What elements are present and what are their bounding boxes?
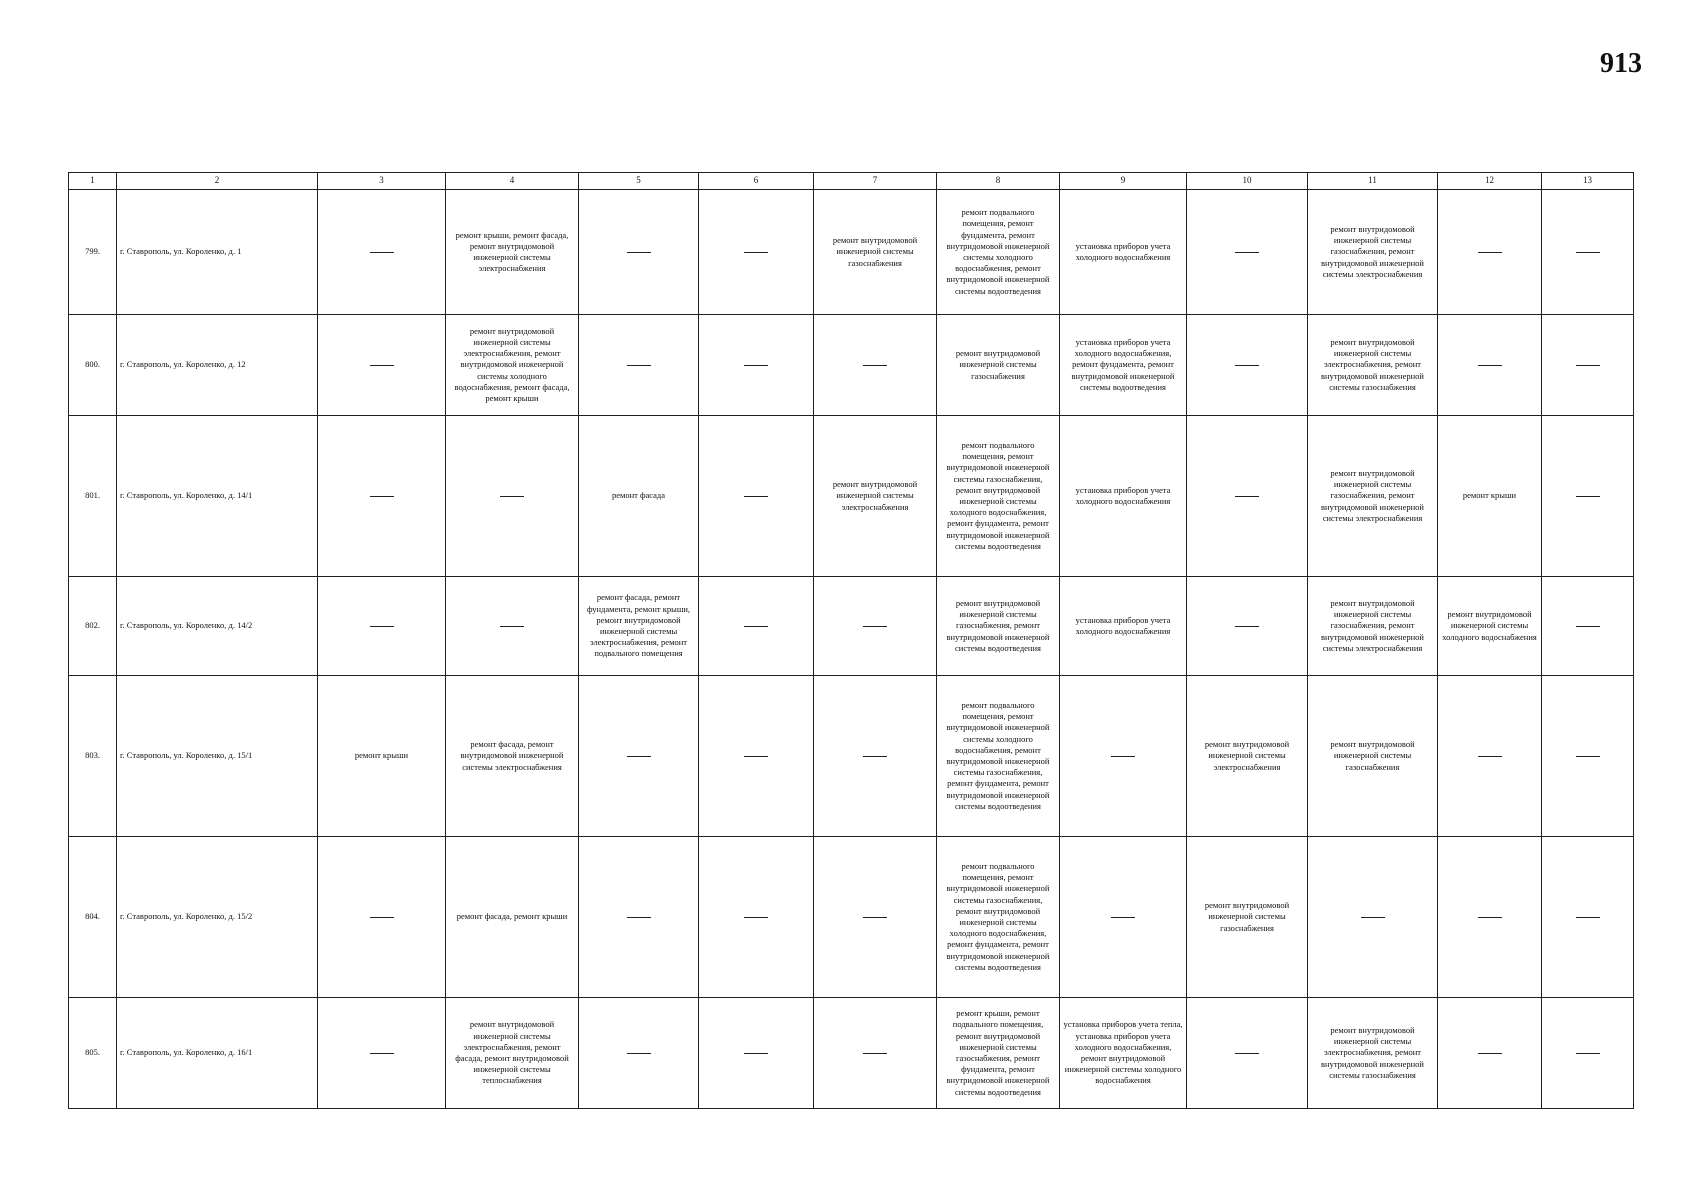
cell-col6 xyxy=(699,577,814,676)
row-number: 804. xyxy=(69,837,117,998)
cell-col9: установка приборов учета холодного водоснабжения xyxy=(1060,416,1187,577)
empty-dash xyxy=(500,496,524,497)
table-row xyxy=(69,676,1634,837)
row-number: 803. xyxy=(69,676,117,837)
cell-col11: ремонт внутридомовой инженерной системы электроснабжения, ремонт внутридомовой инженерной системы газоснабжения xyxy=(1308,998,1438,1109)
cell-col7 xyxy=(814,315,937,416)
empty-dash xyxy=(1111,756,1135,757)
empty-dash xyxy=(627,1053,651,1054)
empty-dash xyxy=(863,626,887,627)
cell-col4 xyxy=(446,577,579,676)
cell-col9 xyxy=(1060,837,1187,998)
cell-col8: ремонт внутридомовой инженерной системы газоснабжения xyxy=(937,315,1060,416)
empty-dash xyxy=(1235,365,1259,366)
address-cell: г. Ставрополь, ул. Короленко, д. 15/1 xyxy=(117,676,318,837)
empty-dash xyxy=(863,917,887,918)
empty-dash xyxy=(370,365,394,366)
cell-col11: ремонт внутридомовой инженерной системы газоснабжения, ремонт внутридомовой инженерной системы электроснабжения xyxy=(1308,190,1438,315)
cell-col6 xyxy=(699,998,814,1109)
empty-dash xyxy=(1235,626,1259,627)
column-header: 13 xyxy=(1542,173,1634,190)
table-row xyxy=(69,837,1634,998)
empty-dash xyxy=(627,756,651,757)
cell-col13 xyxy=(1542,577,1634,676)
cell-col11 xyxy=(1308,837,1438,998)
cell-col10: ремонт внутридомовой инженерной системы электроснабжения xyxy=(1187,676,1308,837)
cell-col7: ремонт внутридомовой инженерной системы газоснабжения xyxy=(814,190,937,315)
cell-col8: ремонт подвального помещения, ремонт внутридомовой инженерной системы холодного водоснабжения, ремонт внутридомовой инженерной системы газоснабжения, ремонт фундамента, ремонт внутридомовой инженерной системы водоотведения xyxy=(937,676,1060,837)
cell-col6 xyxy=(699,676,814,837)
row-number: 800. xyxy=(69,315,117,416)
row-number: 801. xyxy=(69,416,117,577)
empty-dash xyxy=(1576,756,1600,757)
empty-dash xyxy=(1478,1053,1502,1054)
address-cell: г. Ставрополь, ул. Короленко, д. 1 xyxy=(117,190,318,315)
cell-col8: ремонт крыши, ремонт подвального помещения, ремонт внутридомовой инженерной системы газоснабжения, ремонт фундамента, ремонт внутридомовой инженерной системы водоотведения xyxy=(937,998,1060,1109)
cell-col10 xyxy=(1187,416,1308,577)
cell-col10 xyxy=(1187,577,1308,676)
cell-col11: ремонт внутридомовой инженерной системы газоснабжения xyxy=(1308,676,1438,837)
column-header: 8 xyxy=(937,173,1060,190)
column-header: 7 xyxy=(814,173,937,190)
table-row xyxy=(69,315,1634,416)
cell-col5: ремонт фасада, ремонт фундамента, ремонт крыши, ремонт внутридомовой инженерной системы электроснабжения, ремонт подвального помещения xyxy=(579,577,699,676)
cell-col7 xyxy=(814,676,937,837)
empty-dash xyxy=(627,252,651,253)
cell-col12 xyxy=(1438,837,1542,998)
cell-col9: установка приборов учета тепла, установка приборов учета холодного водоснабжения, ремонт внутридомовой инженерной системы холодного водоснабжения xyxy=(1060,998,1187,1109)
row-number: 805. xyxy=(69,998,117,1109)
empty-dash xyxy=(1576,252,1600,253)
row-number: 802. xyxy=(69,577,117,676)
empty-dash xyxy=(1235,252,1259,253)
cell-col11: ремонт внутридомовой инженерной системы газоснабжения, ремонт внутридомовой инженерной системы электроснабжения xyxy=(1308,416,1438,577)
empty-dash xyxy=(1235,496,1259,497)
cell-col11: ремонт внутридомовой инженерной системы электроснабжения, ремонт внутридомовой инженерной системы газоснабжения xyxy=(1308,315,1438,416)
cell-col6 xyxy=(699,416,814,577)
empty-dash xyxy=(370,626,394,627)
cell-col10 xyxy=(1187,315,1308,416)
empty-dash xyxy=(370,917,394,918)
empty-dash xyxy=(863,756,887,757)
empty-dash xyxy=(744,252,768,253)
cell-col6 xyxy=(699,837,814,998)
header-row xyxy=(69,173,1634,190)
cell-col9: установка приборов учета холодного водоснабжения, ремонт фундамента, ремонт внутридомовой инженерной системы водоотведения xyxy=(1060,315,1187,416)
empty-dash xyxy=(863,365,887,366)
cell-col7 xyxy=(814,837,937,998)
cell-col3 xyxy=(318,416,446,577)
cell-col9 xyxy=(1060,676,1187,837)
cell-col12 xyxy=(1438,676,1542,837)
empty-dash xyxy=(1478,756,1502,757)
empty-dash xyxy=(863,1053,887,1054)
cell-col6 xyxy=(699,315,814,416)
cell-col13 xyxy=(1542,998,1634,1109)
empty-dash xyxy=(1576,496,1600,497)
cell-col13 xyxy=(1542,416,1634,577)
address-cell: г. Ставрополь, ул. Короленко, д. 15/2 xyxy=(117,837,318,998)
empty-dash xyxy=(1111,917,1135,918)
empty-dash xyxy=(1576,626,1600,627)
cell-col5 xyxy=(579,998,699,1109)
cell-col10 xyxy=(1187,998,1308,1109)
column-header: 4 xyxy=(446,173,579,190)
empty-dash xyxy=(1361,917,1385,918)
cell-col6 xyxy=(699,190,814,315)
column-header: 11 xyxy=(1308,173,1438,190)
cell-col5 xyxy=(579,315,699,416)
row-number: 799. xyxy=(69,190,117,315)
cell-col10: ремонт внутридомовой инженерной системы газоснабжения xyxy=(1187,837,1308,998)
cell-col5: ремонт фасада xyxy=(579,416,699,577)
empty-dash xyxy=(627,917,651,918)
column-header: 10 xyxy=(1187,173,1308,190)
cell-col4: ремонт фасада, ремонт крыши xyxy=(446,837,579,998)
empty-dash xyxy=(500,626,524,627)
cell-col12: ремонт крыши xyxy=(1438,416,1542,577)
empty-dash xyxy=(744,496,768,497)
address-cell: г. Ставрополь, ул. Короленко, д. 14/2 xyxy=(117,577,318,676)
cell-col9: установка приборов учета холодного водоснабжения xyxy=(1060,577,1187,676)
cell-col4: ремонт внутридомовой инженерной системы электроснабжения, ремонт фасада, ремонт внутридомовой инженерной системы теплоснабжения xyxy=(446,998,579,1109)
cell-col12: ремонт внутридомовой инженерной системы холодного водоснабжения xyxy=(1438,577,1542,676)
cell-col3 xyxy=(318,998,446,1109)
table-row xyxy=(69,577,1634,676)
cell-col12 xyxy=(1438,998,1542,1109)
empty-dash xyxy=(744,917,768,918)
cell-col8: ремонт внутридомовой инженерной системы газоснабжения, ремонт внутридомовой инженерной системы водоотведения xyxy=(937,577,1060,676)
cell-col11: ремонт внутридомовой инженерной системы газоснабжения, ремонт внутридомовой инженерной системы электроснабжения xyxy=(1308,577,1438,676)
page-number: 913 xyxy=(1600,48,1642,79)
cell-col3: ремонт крыши xyxy=(318,676,446,837)
column-header: 2 xyxy=(117,173,318,190)
cell-col5 xyxy=(579,676,699,837)
empty-dash xyxy=(1478,252,1502,253)
address-cell: г. Ставрополь, ул. Короленко, д. 16/1 xyxy=(117,998,318,1109)
table-row xyxy=(69,190,1634,315)
cell-col4: ремонт крыши, ремонт фасада, ремонт внутридомовой инженерной системы электроснабжения xyxy=(446,190,579,315)
column-header: 12 xyxy=(1438,173,1542,190)
table-row xyxy=(69,416,1634,577)
empty-dash xyxy=(744,626,768,627)
empty-dash xyxy=(1235,1053,1259,1054)
empty-dash xyxy=(370,1053,394,1054)
cell-col13 xyxy=(1542,190,1634,315)
cell-col5 xyxy=(579,837,699,998)
cell-col3 xyxy=(318,837,446,998)
address-cell: г. Ставрополь, ул. Короленко, д. 14/1 xyxy=(117,416,318,577)
empty-dash xyxy=(744,756,768,757)
cell-col4: ремонт фасада, ремонт внутридомовой инженерной системы электроснабжения xyxy=(446,676,579,837)
column-header: 5 xyxy=(579,173,699,190)
cell-col8: ремонт подвального помещения, ремонт фундамента, ремонт внутридомовой инженерной системы холодного водоснабжения, ремонт внутридомовой инженерной системы водоотведения xyxy=(937,190,1060,315)
cell-col7: ремонт внутридомовой инженерной системы электроснабжения xyxy=(814,416,937,577)
cell-col8: ремонт подвального помещения, ремонт внутридомовой инженерной системы газоснабжения, ремонт внутридомовой инженерной системы холодного водоснабжения, ремонт фундамента, ремонт внутридомовой инженерной системы водоотведения xyxy=(937,416,1060,577)
cell-col7 xyxy=(814,577,937,676)
column-header: 6 xyxy=(699,173,814,190)
cell-col12 xyxy=(1438,190,1542,315)
cell-col12 xyxy=(1438,315,1542,416)
empty-dash xyxy=(1576,365,1600,366)
empty-dash xyxy=(627,365,651,366)
cell-col3 xyxy=(318,315,446,416)
cell-col3 xyxy=(318,577,446,676)
empty-dash xyxy=(1576,1053,1600,1054)
cell-col4: ремонт внутридомовой инженерной системы электроснабжения, ремонт внутридомовой инженерной системы холодного водоснабжения, ремонт фасада, ремонт крыши xyxy=(446,315,579,416)
address-cell: г. Ставрополь, ул. Короленко, д. 12 xyxy=(117,315,318,416)
empty-dash xyxy=(370,252,394,253)
empty-dash xyxy=(370,496,394,497)
column-header: 9 xyxy=(1060,173,1187,190)
column-header: 1 xyxy=(69,173,117,190)
cell-col4 xyxy=(446,416,579,577)
cell-col13 xyxy=(1542,837,1634,998)
cell-col8: ремонт подвального помещения, ремонт внутридомовой инженерной системы газоснабжения, ремонт внутридомовой инженерной системы холодного водоснабжения, ремонт фундамента, ремонт внутридомовой инженерной системы водоотведения xyxy=(937,837,1060,998)
cell-col7 xyxy=(814,998,937,1109)
empty-dash xyxy=(1478,365,1502,366)
cell-col5 xyxy=(579,190,699,315)
column-header: 3 xyxy=(318,173,446,190)
empty-dash xyxy=(744,365,768,366)
cell-col13 xyxy=(1542,676,1634,837)
cell-col3 xyxy=(318,190,446,315)
empty-dash xyxy=(744,1053,768,1054)
cell-col13 xyxy=(1542,315,1634,416)
empty-dash xyxy=(1576,917,1600,918)
repair-schedule-table xyxy=(68,172,1634,1109)
cell-col9: установка приборов учета холодного водоснабжения xyxy=(1060,190,1187,315)
cell-col10 xyxy=(1187,190,1308,315)
empty-dash xyxy=(1478,917,1502,918)
table-row xyxy=(69,998,1634,1109)
